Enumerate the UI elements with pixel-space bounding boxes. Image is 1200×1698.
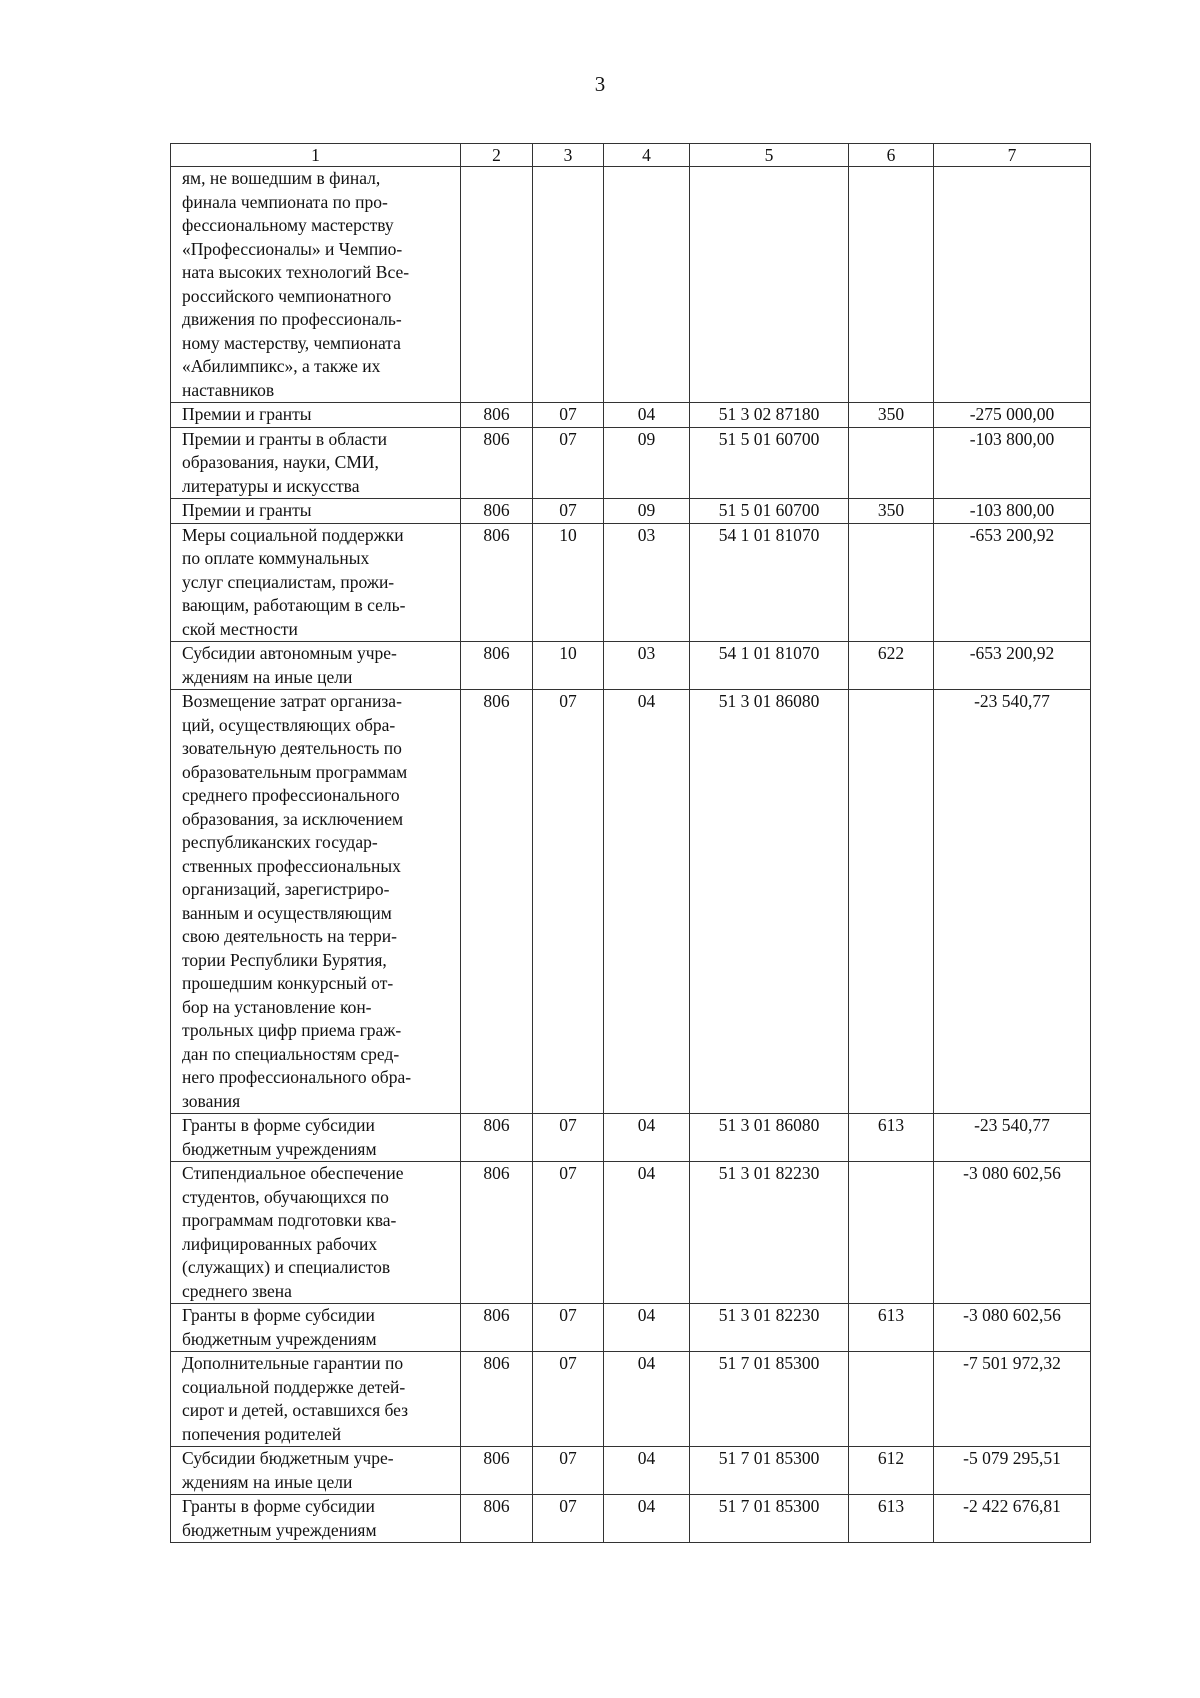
row-name: Гранты в форме субсидии бюджетным учреждениям bbox=[171, 1495, 461, 1543]
table-row bbox=[171, 427, 1091, 499]
table-row bbox=[171, 1495, 1091, 1543]
cell-ministry-code: 806 bbox=[461, 1352, 533, 1447]
cell-section: 07 bbox=[533, 1495, 604, 1543]
cell-expense-type: 622 bbox=[849, 642, 934, 690]
table-row bbox=[171, 1352, 1091, 1447]
cell-ministry-code bbox=[461, 167, 533, 403]
table-row bbox=[171, 1114, 1091, 1162]
row-name: Премии и гранты в области образования, науки, СМИ, литературы и искусства bbox=[171, 427, 461, 499]
table-row bbox=[171, 1162, 1091, 1304]
table-row bbox=[171, 690, 1091, 1114]
cell-ministry-code: 806 bbox=[461, 690, 533, 1114]
row-name: Премии и гранты bbox=[171, 403, 461, 428]
row-name: Меры социальной поддержки по оплате коммунальных услуг специалистам, прожи- вающим, работающим в сель- ской местности bbox=[171, 523, 461, 642]
cell-ministry-code: 806 bbox=[461, 1304, 533, 1352]
cell-target-item: 51 5 01 60700 bbox=[690, 499, 849, 524]
column-header: 5 bbox=[690, 144, 849, 167]
cell-subsection: 04 bbox=[604, 403, 690, 428]
row-name: Дополнительные гарантии по социальной поддержке детей- сирот и детей, оставшихся без попечения родителей bbox=[171, 1352, 461, 1447]
cell-target-item: 51 3 01 82230 bbox=[690, 1304, 849, 1352]
row-name: Премии и гранты bbox=[171, 499, 461, 524]
column-header: 4 bbox=[604, 144, 690, 167]
cell-section: 07 bbox=[533, 1162, 604, 1304]
cell-amount: -3 080 602,56 bbox=[934, 1162, 1091, 1304]
cell-target-item bbox=[690, 167, 849, 403]
cell-section: 07 bbox=[533, 1304, 604, 1352]
row-name: Субсидии автономным учре- ждениям на иные цели bbox=[171, 642, 461, 690]
cell-section: 07 bbox=[533, 1352, 604, 1447]
cell-subsection: 04 bbox=[604, 1114, 690, 1162]
column-header: 6 bbox=[849, 144, 934, 167]
cell-target-item: 51 3 01 86080 bbox=[690, 1114, 849, 1162]
cell-subsection: 09 bbox=[604, 499, 690, 524]
cell-section: 07 bbox=[533, 1114, 604, 1162]
cell-amount: -275 000,00 bbox=[934, 403, 1091, 428]
cell-ministry-code: 806 bbox=[461, 499, 533, 524]
cell-ministry-code: 806 bbox=[461, 427, 533, 499]
cell-subsection: 04 bbox=[604, 1495, 690, 1543]
cell-subsection: 04 bbox=[604, 1447, 690, 1495]
row-name: Гранты в форме субсидии бюджетным учреждениям bbox=[171, 1114, 461, 1162]
cell-ministry-code: 806 bbox=[461, 1495, 533, 1543]
cell-expense-type bbox=[849, 1352, 934, 1447]
cell-target-item: 51 3 02 87180 bbox=[690, 403, 849, 428]
cell-target-item: 54 1 01 81070 bbox=[690, 642, 849, 690]
cell-subsection: 03 bbox=[604, 642, 690, 690]
table-row bbox=[171, 403, 1091, 428]
cell-subsection: 04 bbox=[604, 1304, 690, 1352]
table-row bbox=[171, 1447, 1091, 1495]
page-number: 3 bbox=[594, 72, 606, 96]
cell-amount: -5 079 295,51 bbox=[934, 1447, 1091, 1495]
table-row bbox=[171, 642, 1091, 690]
cell-amount: -103 800,00 bbox=[934, 427, 1091, 499]
cell-target-item: 51 5 01 60700 bbox=[690, 427, 849, 499]
cell-expense-type bbox=[849, 690, 934, 1114]
cell-expense-type bbox=[849, 427, 934, 499]
cell-expense-type: 350 bbox=[849, 499, 934, 524]
cell-amount: -653 200,92 bbox=[934, 642, 1091, 690]
budget-table bbox=[170, 143, 1091, 1543]
cell-section: 10 bbox=[533, 642, 604, 690]
column-header: 2 bbox=[461, 144, 533, 167]
cell-section: 07 bbox=[533, 403, 604, 428]
cell-ministry-code: 806 bbox=[461, 403, 533, 428]
cell-amount: -3 080 602,56 bbox=[934, 1304, 1091, 1352]
budget-table-body bbox=[171, 144, 1091, 1543]
cell-ministry-code: 806 bbox=[461, 642, 533, 690]
column-header: 1 bbox=[171, 144, 461, 167]
cell-amount bbox=[934, 167, 1091, 403]
cell-amount: -2 422 676,81 bbox=[934, 1495, 1091, 1543]
row-name: Возмещение затрат организа- ций, осуществляющих обра- зовательную деятельность по образовательным программам среднего профессионального образования, за исключением республиканских государ- ственных профессиональных организаций, зарегистриро- ванным и осуществляющим свою деятельность на терри- тории Республики Бурятия, прошедшим конкурсный от- бор на установление кон- трольных цифр приема граж- дан по специальностям сред- него профессионального обра- зования bbox=[171, 690, 461, 1114]
column-header: 3 bbox=[533, 144, 604, 167]
row-name: ям, не вошедшим в финал, финала чемпионата по про- фессиональному мастерству «Профессионалы» и Чемпио- ната высоких технологий Все- российского чемпионатного движения по профессиональ- ному мастерству, чемпионата «Абилимпикс», а также их наставников bbox=[171, 167, 461, 403]
cell-target-item: 51 7 01 85300 bbox=[690, 1447, 849, 1495]
cell-subsection: 04 bbox=[604, 1352, 690, 1447]
row-name: Стипендиальное обеспечение студентов, обучающихся по программам подготовки ква- лифицированных рабочих (служащих) и специалистов среднего звена bbox=[171, 1162, 461, 1304]
cell-target-item: 51 3 01 86080 bbox=[690, 690, 849, 1114]
cell-expense-type bbox=[849, 523, 934, 642]
cell-amount: -653 200,92 bbox=[934, 523, 1091, 642]
table-row bbox=[171, 1304, 1091, 1352]
cell-subsection bbox=[604, 167, 690, 403]
cell-subsection: 04 bbox=[604, 1162, 690, 1304]
cell-section: 07 bbox=[533, 427, 604, 499]
cell-expense-type: 612 bbox=[849, 1447, 934, 1495]
cell-target-item: 51 7 01 85300 bbox=[690, 1495, 849, 1543]
cell-section: 10 bbox=[533, 523, 604, 642]
cell-ministry-code: 806 bbox=[461, 1162, 533, 1304]
cell-expense-type: 613 bbox=[849, 1304, 934, 1352]
cell-expense-type bbox=[849, 1162, 934, 1304]
cell-section bbox=[533, 167, 604, 403]
cell-subsection: 04 bbox=[604, 690, 690, 1114]
cell-section: 07 bbox=[533, 1447, 604, 1495]
cell-subsection: 09 bbox=[604, 427, 690, 499]
row-name: Субсидии бюджетным учре- ждениям на иные цели bbox=[171, 1447, 461, 1495]
cell-expense-type: 613 bbox=[849, 1114, 934, 1162]
column-header: 7 bbox=[934, 144, 1091, 167]
cell-ministry-code: 806 bbox=[461, 1447, 533, 1495]
cell-amount: -7 501 972,32 bbox=[934, 1352, 1091, 1447]
cell-target-item: 51 7 01 85300 bbox=[690, 1352, 849, 1447]
table-header-row bbox=[171, 144, 1091, 167]
cell-subsection: 03 bbox=[604, 523, 690, 642]
cell-section: 07 bbox=[533, 499, 604, 524]
table-row bbox=[171, 167, 1091, 403]
cell-expense-type bbox=[849, 167, 934, 403]
cell-expense-type: 613 bbox=[849, 1495, 934, 1543]
cell-target-item: 51 3 01 82230 bbox=[690, 1162, 849, 1304]
cell-ministry-code: 806 bbox=[461, 1114, 533, 1162]
cell-section: 07 bbox=[533, 690, 604, 1114]
row-name: Гранты в форме субсидии бюджетным учреждениям bbox=[171, 1304, 461, 1352]
cell-amount: -23 540,77 bbox=[934, 690, 1091, 1114]
cell-ministry-code: 806 bbox=[461, 523, 533, 642]
cell-expense-type: 350 bbox=[849, 403, 934, 428]
cell-amount: -23 540,77 bbox=[934, 1114, 1091, 1162]
table-row bbox=[171, 523, 1091, 642]
cell-target-item: 54 1 01 81070 bbox=[690, 523, 849, 642]
cell-amount: -103 800,00 bbox=[934, 499, 1091, 524]
table-row bbox=[171, 499, 1091, 524]
